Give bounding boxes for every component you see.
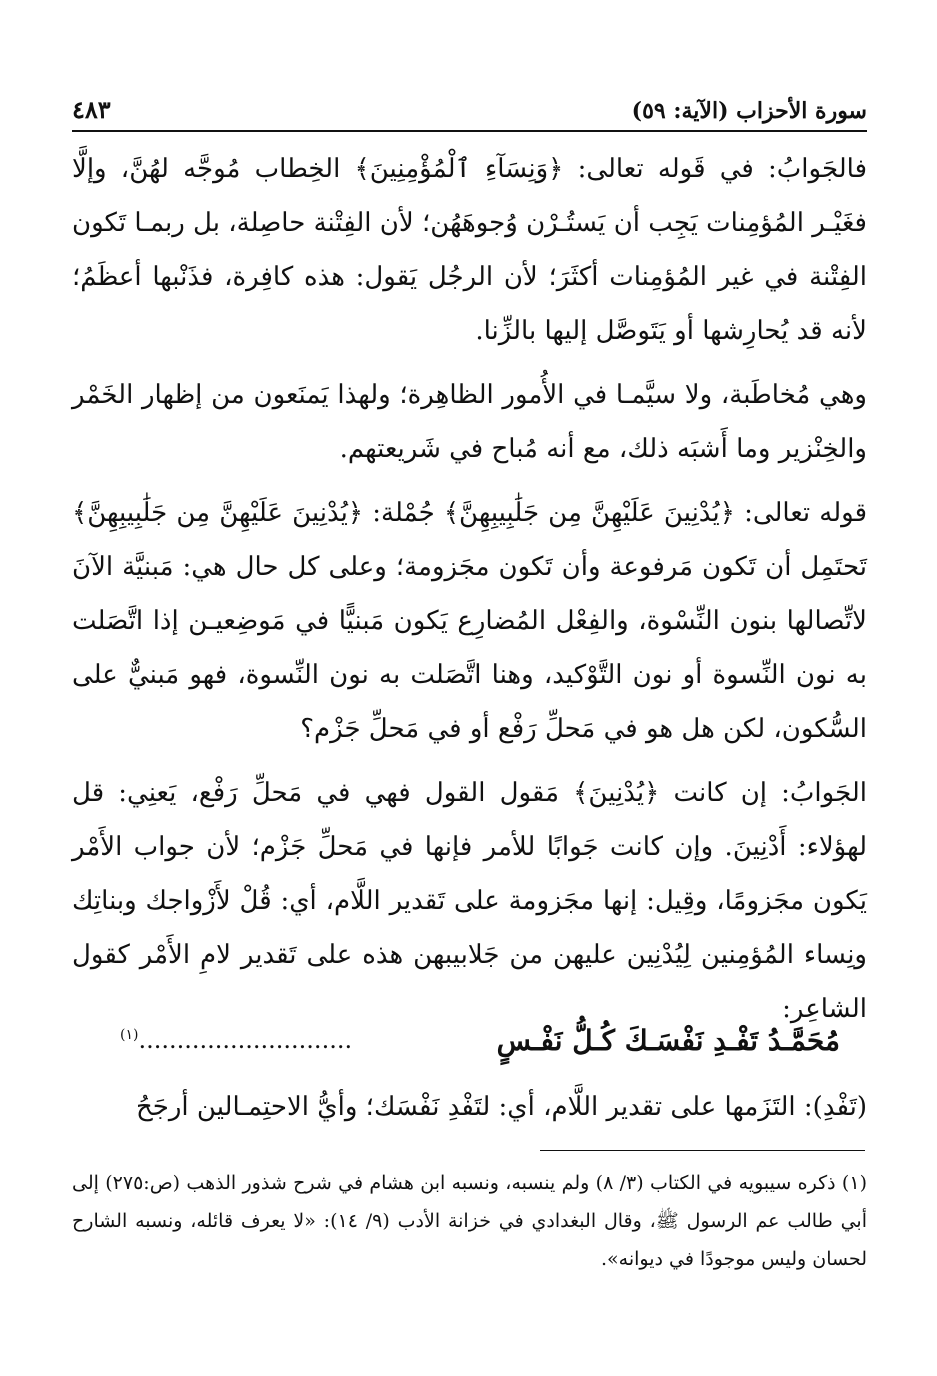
paragraph: وهي مُخاطَبة، ولا سيَّمـا في الأُمور الظاهِرة؛ ولهذا يَمنَعون من إظهار الخَمْر والخِنْزير وما أَشبَه ذلك، مع أنه مُباح في شَريعتهم.	[72, 380, 867, 464]
footnote-marker: (١)	[120, 1027, 139, 1043]
paragraph: فالجَوابُ: في قَوله تعالى: ﴿وَنِسَآءِ ٱلْمُؤْمِنِينَ﴾ الخِطاب مُوجَّه لهُنَّ، وإلَّا فغَيْـر المُؤمِنات يَجِب أن يَستُـرْن وُجوهَهُن؛ لأن الفِتْنة حاصِلة، بل ربمـا تَكون الفِتْنة في غير المُؤمِنات أكثَرَ؛ لأن الرجُل يَقول: هذه كافِرة، فذَنْبها أعظَمُ؛ لأنه قد يُحارِشها أو يَتَوصَّل إليها بالزِّنا.	[72, 154, 867, 346]
poetry-verse	[120, 1010, 840, 1070]
closing-paragraph: (تَفْدِ): التَزَمها على تقدير اللَّام، أي: لتَفْدِ نَفْسَك؛ وأيُّ الاحتِمـالين أرجَحُ	[136, 1092, 867, 1122]
verse-ellipsis	[120, 1026, 352, 1054]
verse-dots: ............................	[138, 1026, 353, 1054]
footnote-divider	[540, 1150, 865, 1151]
page-header	[72, 84, 867, 132]
paragraph: الجَوابُ: إن كانت ﴿يُدْنِينَ﴾ مَقول القول فهي في مَحلِّ رَفْع، يَعنِي: قل لهؤلاء: أَدْنِينَ. وإن كانت جَوابًا للأمر فإنها في مَحلِّ جَزْم؛ لأن جواب الأَمْر يَكون مجَزومًا، وقِيل: إنها مجَزومة على تَقدير اللَّام، أي: قُلْ لأَزْواجك وبناتِك ونِساء المُؤمِنين لِيُدْنِين عليهن من جَلابيبهن هذه على تَقدير لامِ الأَمْر كقول الشاعِر:	[72, 778, 867, 1024]
main-text	[72, 142, 867, 1046]
footnote: (١) ذكره سيبويه في الكتاب (٣/ ٨) ولم ينسبه، ونسبه ابن هشام في شرح شذور الذهب (ص:٢٧٥) إلى أبي طالب عم الرسول ﷺ، وقال البغدادي في خزانة الأدب (٩/ ١٤): «لا يعرف قائله، ونسبه الشارح لحسان وليس موجودًا في ديوانه».	[72, 1172, 867, 1270]
footnotes	[72, 1164, 867, 1278]
verse-text: مُحَمَّـدُ تَفْـدِ نَفْسَـكَ كُـلُّ نَفْـسٍ	[496, 1023, 840, 1057]
page-number: ٤٨٣	[72, 95, 111, 124]
paragraph: قوله تعالى: ﴿يُدْنِينَ عَلَيْهِنَّ مِن جَلَٰبِيبِهِنَّ﴾ جُمْلة: ﴿يُدْنِينَ عَلَيْهِنَّ مِن جَلَٰبِيبِهِنَّ﴾ تَحتَمِل أن تَكون مَرفوعة وأن تَكون مجَزومة؛ وعلى كل حال هي: مَبنيَّة الآنَ لاتِّصالها بنون النِّسْوة، والفِعْل المُضارِع يَكون مَبنيًّا في مَوضِعيـن إذا اتَّصَلت به نون النِّسوة أو نون التَّوْكيد، وهنا اتَّصَلت به نون النِّسوة، فهو مَبنيٌّ على السُّكون، لكن هل هو في مَحلِّ رَفْع أو في مَحلِّ جَزْم؟	[72, 498, 867, 744]
running-title: سورة الأحزاب (الآية: ٥٩)	[631, 98, 867, 124]
